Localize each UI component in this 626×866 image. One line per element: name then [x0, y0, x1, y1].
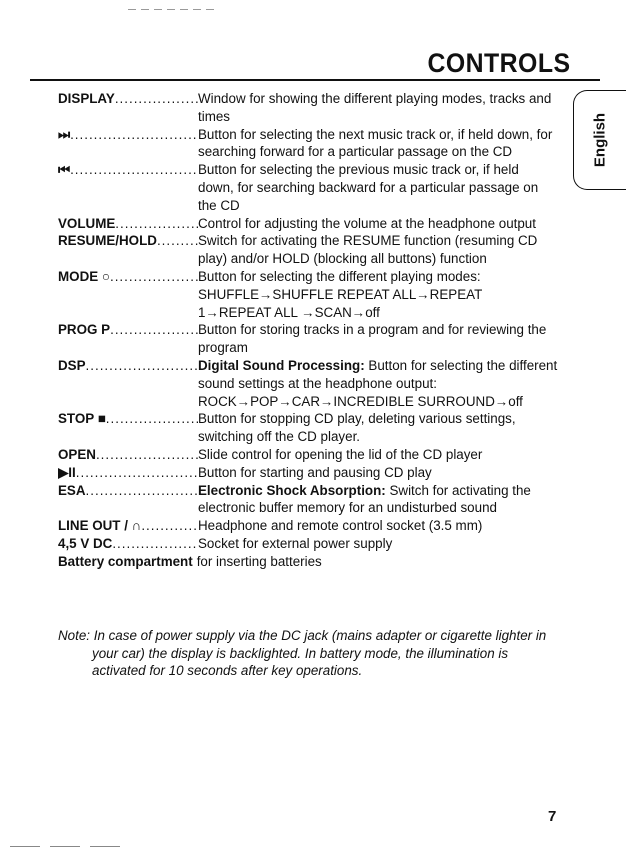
control-term-text: DISPLAY	[58, 91, 115, 106]
control-term	[58, 553, 193, 571]
dot-leader	[141, 517, 198, 535]
dot-leader	[115, 90, 198, 108]
control-description	[198, 321, 558, 357]
control-term	[58, 161, 198, 214]
control-description-text: Switch for activating the electronic buffer memory for an undisturbed sound	[198, 482, 531, 516]
control-entry	[58, 90, 558, 126]
note-first-line: Note: In case of power supply via the DC jack (mains adapter or cigarette lighter in	[58, 628, 547, 643]
control-description	[198, 446, 558, 464]
dot-leader	[86, 482, 198, 500]
control-description-text: Button for stopping CD play, deleting various settings, switching off the CD player.	[198, 411, 516, 445]
control-description	[198, 464, 558, 482]
control-description	[197, 553, 558, 571]
page-number: 7	[548, 808, 557, 825]
page-title: CONTROLS	[426, 48, 570, 78]
control-entry	[58, 482, 558, 518]
language-tab-label: English	[591, 112, 609, 168]
control-term	[58, 90, 198, 126]
control-description-text: Headphone and remote control socket (3.5 mm)	[198, 518, 483, 534]
control-entry	[58, 464, 558, 482]
control-description-text: for inserting batteries	[196, 553, 322, 569]
control-term	[58, 464, 198, 482]
dot-leader	[70, 161, 198, 179]
control-entry	[58, 553, 558, 571]
control-entry	[58, 446, 558, 464]
control-entry	[58, 410, 558, 446]
control-entry	[58, 321, 558, 357]
control-term-text: ▶II	[58, 464, 76, 480]
control-description-text: Window for showing the different playing modes, tracks and times	[198, 91, 552, 124]
control-term-text: Battery compartment	[58, 553, 193, 569]
control-description	[198, 410, 558, 446]
control-entry	[58, 517, 558, 535]
dot-leader	[112, 535, 198, 553]
control-entry	[58, 535, 558, 553]
control-description-text: Button for starting and pausing CD play	[198, 464, 432, 480]
control-term-text: ⏮	[58, 162, 71, 178]
control-term	[58, 126, 198, 162]
control-description	[198, 517, 558, 535]
dot-leader	[157, 232, 198, 250]
control-description-text: Button for storing tracks in a program and for reviewing the program	[198, 322, 547, 356]
note-continuation: your car) the display is backlighted. In battery mode, the illumination is activated for 10 seconds after key operations.	[92, 645, 509, 678]
control-description	[198, 215, 558, 233]
control-term-text: ESA	[58, 482, 86, 498]
control-description-text: Button for selecting the different playing modes: SHUFFLE→SHUFFLE REPEAT ALL→REPEAT 1→REPEAT ALL →SCAN→off	[198, 268, 483, 320]
control-term-text: LINE OUT / ∩	[58, 518, 142, 534]
control-term-text: PROG P	[58, 322, 111, 338]
control-term	[58, 535, 198, 553]
control-term	[58, 410, 198, 446]
dot-leader	[86, 357, 198, 375]
control-term-text: MODE ○	[58, 268, 110, 284]
control-term	[58, 232, 198, 268]
controls-list	[58, 90, 558, 571]
dot-leader	[110, 268, 198, 286]
dot-leader	[115, 215, 198, 233]
control-entry	[58, 357, 558, 410]
control-term-text: VOLUME	[58, 215, 116, 231]
control-description-text: Button for selecting the next music track or, if held down, for searching forward for a particular passage on the CD	[198, 126, 553, 160]
scan-artifact-top	[128, 9, 218, 10]
title-rule	[30, 79, 600, 81]
control-term-text: RESUME/HOLD	[58, 233, 157, 249]
control-description-text: Button for selecting the different sound settings at the headphone output: ROCK→POP→CAR→INCREDIBLE SURROUND→off	[198, 357, 558, 409]
language-tab	[573, 90, 626, 190]
control-description	[198, 90, 558, 126]
control-description-text: Button for selecting the previous music track or, if held down, for searching backward for a particular passage on the CD	[198, 162, 539, 213]
control-entry	[58, 126, 558, 162]
control-entry	[58, 161, 558, 214]
control-term-text: OPEN	[58, 446, 96, 462]
note	[58, 627, 558, 680]
control-description-text: Slide control for opening the lid of the CD player	[198, 446, 483, 462]
control-description	[198, 232, 558, 268]
control-term-text: STOP ■	[58, 411, 106, 427]
control-description	[198, 482, 558, 518]
control-term	[58, 446, 198, 464]
control-term	[58, 268, 198, 321]
control-description	[198, 268, 558, 321]
control-term	[58, 357, 198, 410]
control-description-text: Socket for external power supply	[198, 535, 393, 551]
control-description	[198, 357, 558, 410]
control-entry	[58, 232, 558, 268]
control-term-text: DSP	[58, 357, 86, 373]
dot-leader	[96, 446, 198, 464]
control-description	[198, 535, 558, 553]
control-entry	[58, 268, 558, 321]
control-term	[58, 517, 198, 535]
control-term	[58, 321, 198, 357]
dot-leader	[106, 410, 198, 428]
control-description-emphasis: Electronic Shock Absorption:	[198, 482, 386, 498]
control-description-text: Control for adjusting the volume at the headphone output	[198, 215, 536, 231]
scan-artifact-bottom	[10, 846, 130, 847]
control-description-text: Switch for activating the RESUME function (resuming CD play) and/or HOLD (blocking all buttons) function	[198, 233, 538, 267]
control-term	[58, 482, 198, 518]
control-entry	[58, 215, 558, 233]
dot-leader	[110, 321, 198, 339]
control-description	[198, 161, 558, 214]
control-description	[198, 126, 558, 162]
dot-leader	[76, 464, 198, 482]
dot-leader	[70, 126, 198, 144]
control-description-emphasis: Digital Sound Processing:	[198, 357, 365, 373]
control-term	[58, 215, 198, 233]
control-term-text: 4,5 V DC	[58, 535, 113, 551]
control-term-text: ⏭	[58, 126, 71, 142]
